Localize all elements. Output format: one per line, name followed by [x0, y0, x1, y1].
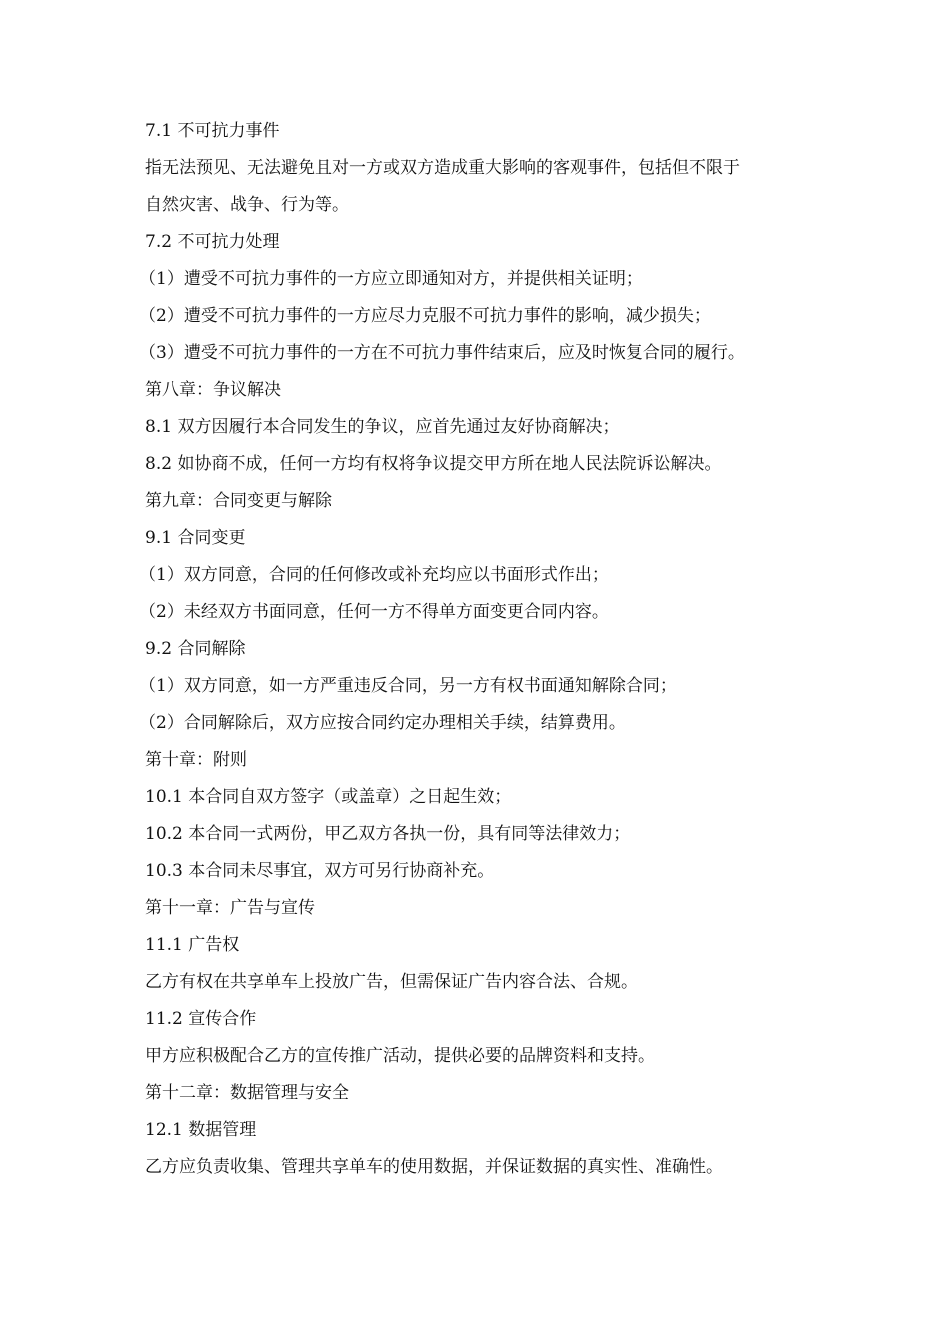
clause-8-2: 8.2 如协商不成，任何一方均有权将争议提交甲方所在地人民法院诉讼解决。: [145, 454, 722, 474]
list-item: （1）遭受不可抗力事件的一方应立即通知对方，并提供相关证明；: [139, 269, 643, 289]
paragraph-line: 乙方有权在共享单车上投放广告，但需保证广告内容合法、合规。: [145, 972, 638, 992]
paragraph-line: 乙方应负责收集、管理共享单车的使用数据，并保证数据的真实性、准确性。: [145, 1157, 723, 1177]
chapter-heading-8: 第八章：争议解决: [145, 380, 281, 400]
section-heading-9-2: 9.2 合同解除: [145, 639, 246, 659]
chapter-heading-12: 第十二章：数据管理与安全: [145, 1083, 349, 1103]
list-item: （1）双方同意，如一方严重违反合同，另一方有权书面通知解除合同；: [139, 676, 677, 696]
list-item: （2）遭受不可抗力事件的一方应尽力克服不可抗力事件的影响，减少损失；: [139, 306, 711, 326]
list-item: （1）双方同意，合同的任何修改或补充均应以书面形式作出；: [139, 565, 609, 585]
chapter-heading-10: 第十章：附则: [145, 750, 247, 770]
chapter-heading-11: 第十一章：广告与宣传: [145, 898, 315, 918]
chapter-heading-9: 第九章：合同变更与解除: [145, 491, 332, 511]
clause-10-2: 10.2 本合同一式两份，甲乙双方各执一份，具有同等法律效力；: [145, 824, 631, 844]
clause-8-1: 8.1 双方因履行本合同发生的争议，应首先通过友好协商解决；: [145, 417, 620, 437]
section-heading-11-1: 11.1 广告权: [145, 935, 240, 955]
section-heading-12-1: 12.1 数据管理: [145, 1120, 257, 1140]
paragraph-line: 自然灾害、战争、行为等。: [145, 195, 349, 215]
section-heading-9-1: 9.1 合同变更: [145, 528, 246, 548]
clause-10-1: 10.1 本合同自双方签字（或盖章）之日起生效；: [145, 787, 512, 807]
section-heading-11-2: 11.2 宣传合作: [145, 1009, 257, 1029]
list-item: （3）遭受不可抗力事件的一方在不可抗力事件结束后，应及时恢复合同的履行。: [139, 343, 745, 363]
document-body: [139, 113, 825, 1186]
section-heading-7-1: 7.1 不可抗力事件: [145, 121, 280, 141]
paragraph-line: 甲方应积极配合乙方的宣传推广活动，提供必要的品牌资料和支持。: [145, 1046, 655, 1066]
section-heading-7-2: 7.2 不可抗力处理: [145, 232, 280, 252]
clause-10-3: 10.3 本合同未尽事宜，双方可另行协商补充。: [145, 861, 495, 881]
list-item: （2）未经双方书面同意，任何一方不得单方面变更合同内容。: [139, 602, 609, 622]
paragraph-line: 指无法预见、无法避免且对一方或双方造成重大影响的客观事件，包括但不限于: [145, 158, 740, 178]
list-item: （2）合同解除后，双方应按合同约定办理相关手续，结算费用。: [139, 713, 626, 733]
